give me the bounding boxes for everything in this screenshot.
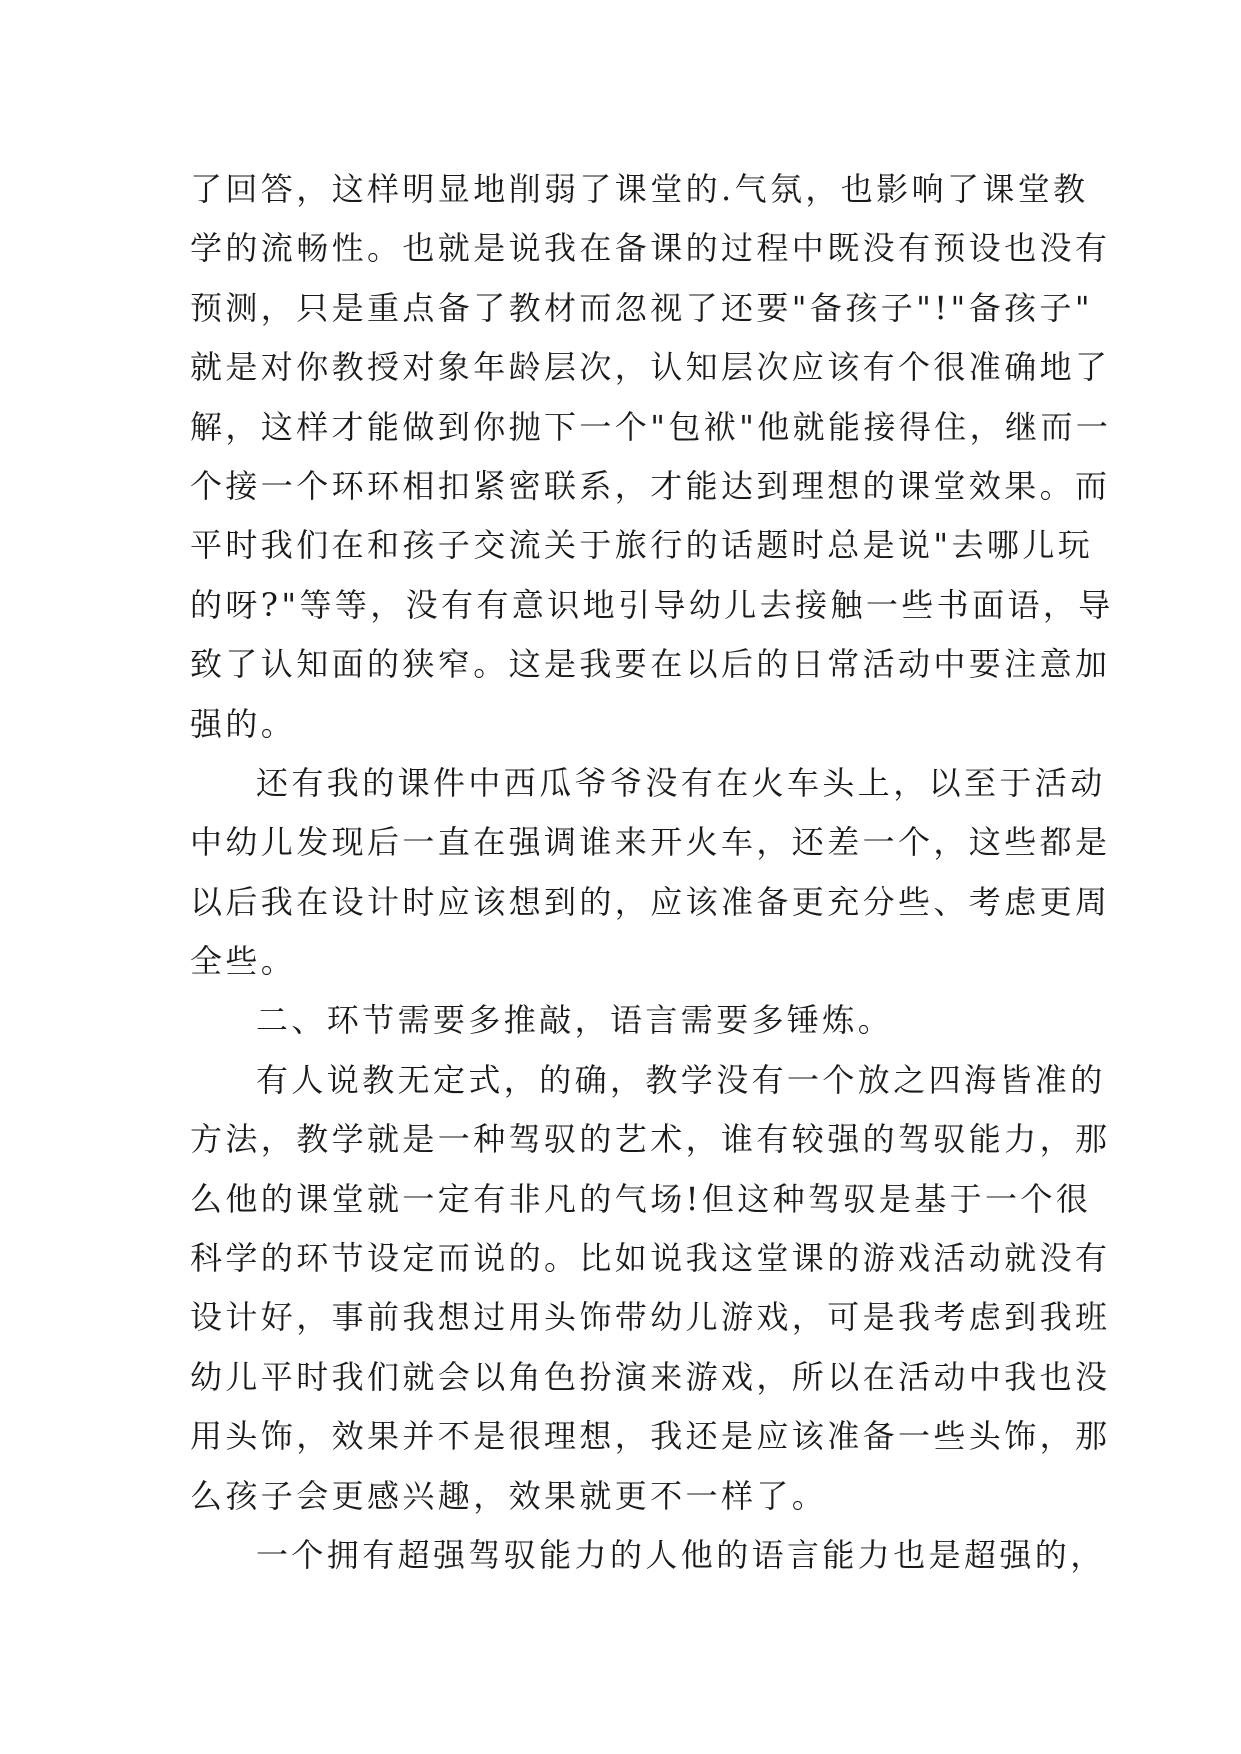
text-line: 用头饰，效果并不是很理想，我还是应该准备一些头饰，那 — [190, 1417, 1111, 1456]
text-line: 设计好，事前我想过用头饰带幼儿游戏，可是我考虑到我班 — [190, 1298, 1111, 1337]
text-line: 还有我的课件中西瓜爷爷没有在火车头上，以至于活动 — [256, 763, 1106, 802]
paragraph-2 — [190, 754, 1111, 992]
text-line: 的呀?"等等，没有有意识地引导幼儿去接触一些书面语，导 — [190, 585, 1114, 624]
text-line: 预测，只是重点备了教材而忽视了还要"备孩子"!"备孩子" — [190, 288, 1093, 327]
text-line: 一个拥有超强驾驭能力的人他的语言能力也是超强的， — [256, 1535, 1106, 1574]
text-line: 强的。 — [190, 704, 297, 743]
text-line: 么孩子会更感兴趣，效果就更不一样了。 — [190, 1476, 828, 1515]
text-line: 解，这样才能做到你抛下一个"包袱"他就能接得住，继而一 — [190, 407, 1112, 446]
text-line: 有人说教无定式，的确，教学没有一个放之四海皆准的 — [256, 1060, 1106, 1099]
text-line: 科学的环节设定而说的。比如说我这堂课的游戏活动就没有 — [190, 1239, 1111, 1278]
paragraph-1 — [190, 160, 1114, 754]
text-line: 个接一个环环相扣紧密联系，才能达到理想的课堂效果。而 — [190, 466, 1111, 505]
text-line: 全些。 — [190, 942, 297, 981]
text-line: 以后我在设计时应该想到的，应该准备更充分些、考虑更周 — [190, 882, 1111, 921]
paragraph-3 — [190, 1051, 1111, 1526]
text-line: 学的流畅性。也就是说我在备课的过程中既没有预设也没有 — [190, 229, 1111, 268]
text-line: 平时我们在和孩子交流关于旅行的话题时总是说"去哪儿玩 — [190, 526, 1094, 565]
text-line: 就是对你教授对象年龄层次，认知层次应该有个很准确地了 — [190, 348, 1111, 387]
paragraph-4 — [190, 1526, 1106, 1585]
text-line: 么他的课堂就一定有非凡的气场!但这种驾驭是基于一个很 — [190, 1179, 1092, 1218]
text-line: 方法，教学就是一种驾驭的艺术，谁有较强的驾驭能力，那 — [190, 1120, 1111, 1159]
heading-line: 二、环节需要多推敲，语言需要多锤炼。 — [256, 1001, 894, 1040]
section-heading — [190, 991, 1052, 1050]
text-line: 幼儿平时我们就会以角色扮演来游戏，所以在活动中我也没 — [190, 1357, 1111, 1396]
document-body — [190, 160, 1114, 1585]
text-line: 致了认知面的狭窄。这是我要在以后的日常活动中要注意加 — [190, 645, 1111, 684]
text-line: 中幼儿发现后一直在强调谁来开火车，还差一个，这些都是 — [190, 823, 1111, 862]
text-line: 了回答，这样明显地削弱了课堂的.气氛，也影响了课堂教 — [190, 170, 1089, 208]
